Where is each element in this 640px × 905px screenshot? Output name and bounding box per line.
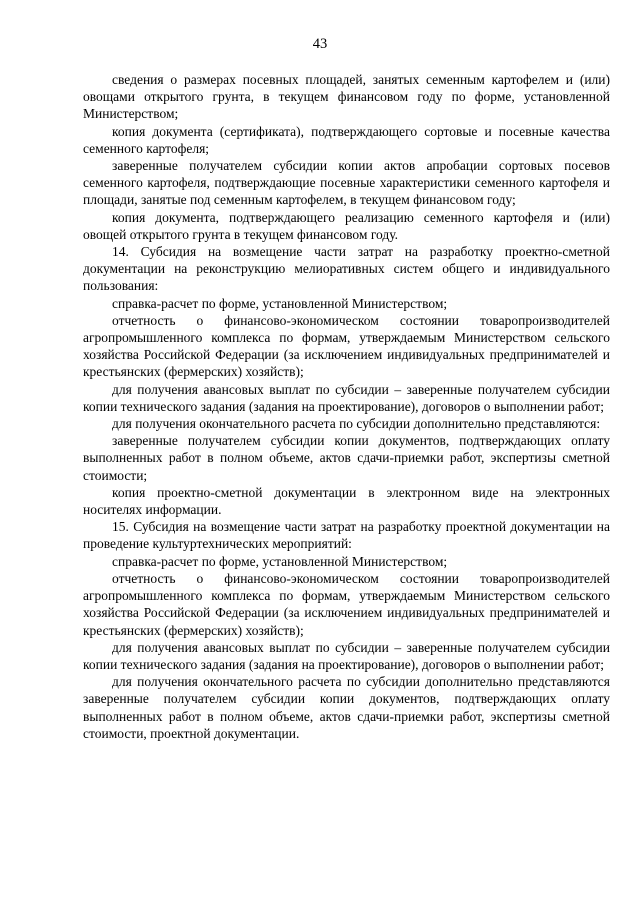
paragraph-electronic-copy: копия проектно-сметной документации в электронном виде на электронных носителях информации. <box>83 484 610 518</box>
document-body <box>83 71 610 742</box>
paragraph-payment-documents: заверенные получателем субсидии копии документов, подтверждающих оплату выполненных работ в полном объеме, актов сдачи-приемки работ, экспертизы сметной стоимости; <box>83 433 610 483</box>
paragraph-advance-payments-15: для получения авансовых выплат по субсидии – заверенные получателем субсидии копии технического задания (задания на проектирование), договоров о выполнении работ; <box>83 639 610 672</box>
paragraph-calculation-certificate: справка-расчет по форме, установленной Министерством; <box>112 295 448 311</box>
paragraph-final-settlement: для получения окончательного расчета по субсидии дополнительно представляются: <box>112 416 601 432</box>
paragraph-section-15-heading: 15. Субсидия на возмещение части затрат на разработку проектной документации на проведение культуртехнических мероприятий: <box>83 519 610 552</box>
paragraph-approbation-acts: заверенные получателем субсидии копии актов апробации сортовых посевов семенного картофеля, подтверждающие посевные характеристики семенного картофеля и площади, занятые под семенным картофелем, в текущем финансовом году; <box>83 158 610 208</box>
paragraph-sales-document: копия документа, подтверждающего реализацию семенного картофеля и (или) овощей открытого грунта в текущем финансовом году. <box>83 209 610 242</box>
paragraph-financial-reporting: отчетность о финансово-экономическом состоянии товаропроизводителей агропромышленного комплекса по формам, утверждаемым Министерством сельского хозяйства Российской Федерации (за исключением индивидуальных предпринимателей и крестьянских (фермерских) хозяйств); <box>83 312 610 380</box>
paragraph-calculation-certificate-15: справка-расчет по форме, установленной Министерством; <box>112 553 448 569</box>
paragraph-advance-payments: для получения авансовых выплат по субсидии – заверенные получателем субсидии копии технического задания (задания на проектирование), договоров о выполнении работ; <box>83 381 610 414</box>
paragraph-financial-reporting-15: отчетность о финансово-экономическом состоянии товаропроизводителей агропромышленного комплекса по формам, утверждаемым Министерством сельского хозяйства Российской Федерации (за исключением индивидуальных предпринимателей и крестьянских (фермерских) хозяйств); <box>83 570 610 638</box>
paragraph-sowing-area-info: сведения о размерах посевных площадей, занятых семенным картофелем и (или) овощами открытого грунта, в текущем финансовом году по форме, установленной Министерством; <box>83 72 610 122</box>
page-number: 43 <box>312 36 328 52</box>
paragraph-section-14-heading: 14. Субсидия на возмещение части затрат на разработку проектно-сметной документации на реконструкцию мелиоративных систем общего и индивидуального пользования: <box>83 244 610 294</box>
paragraph-certificate-copy: копия документа (сертификата), подтверждающего сортовые и посевные качества семенного картофеля; <box>83 123 610 156</box>
paragraph-final-settlement-15: для получения окончательного расчета по субсидии дополнительно представляются заверенные получателем субсидии копии документов, подтверждающих оплату выполненных работ в полном объеме, актов сдачи-приемки работ, экспертизы сметной стоимости, проектной документации. <box>83 674 610 741</box>
